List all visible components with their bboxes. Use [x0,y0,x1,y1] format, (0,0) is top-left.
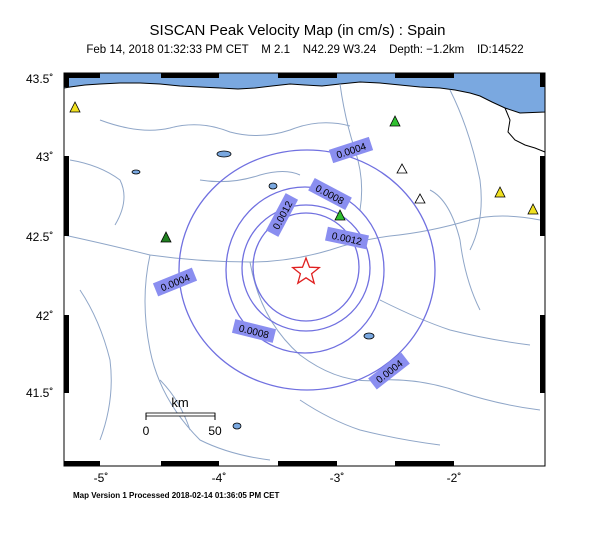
x-tick-label: -3˚ [329,471,345,485]
svg-text:0.0008: 0.0008 [313,183,346,208]
y-tick-label: 42.5˚ [26,230,54,244]
event-info: Feb 14, 2018 01:32:33 PM CET M 2.1 N42.29 W3.24 Depth: −1.2km ID:14522 [86,44,524,56]
y-tick-label: 43.5˚ [26,72,54,86]
svg-text:0.0012: 0.0012 [330,230,363,249]
y-tick-label: 41.5˚ [26,386,54,400]
svg-text:0.0012: 0.0012 [271,199,296,232]
x-tick-label: -4˚ [211,471,227,485]
scale-max: 50 [208,424,222,438]
scale-min: 0 [142,424,150,438]
svg-text:0.0004: 0.0004 [159,272,192,295]
svg-text:0.0004: 0.0004 [374,358,406,386]
map-area[interactable] [64,73,545,466]
map-title: SISCAN Peak Velocity Map (in cm/s) : Spain [149,22,446,39]
y-tick-label: 42˚ [36,309,54,323]
map-version-footer: Map Version 1 Processed 2018-02-14 01:36:05 PM CET [73,491,280,500]
svg-text:0.0008: 0.0008 [237,323,270,342]
svg-text:0.0004: 0.0004 [335,141,368,162]
y-tick-label: 43˚ [36,150,54,164]
scale-unit: km [171,395,189,410]
x-tick-label: -5˚ [93,471,109,485]
x-tick-label: -2˚ [446,471,462,485]
